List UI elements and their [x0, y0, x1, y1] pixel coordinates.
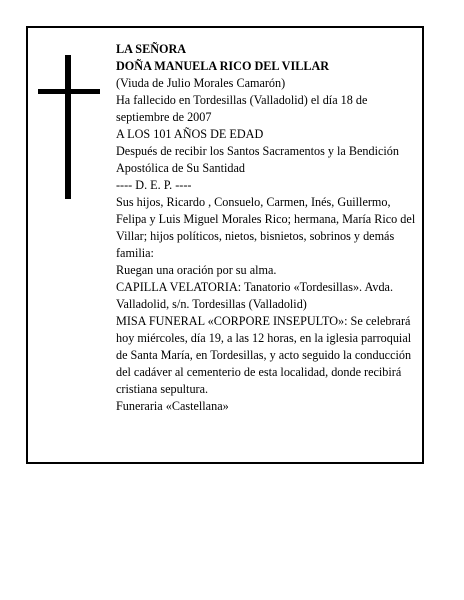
funeral-home-line: Funeraria «Castellana»	[116, 399, 229, 413]
cross-horizontal-bar	[38, 89, 100, 94]
deceased-name: DOÑA MANUELA RICO DEL VILLAR	[116, 59, 330, 73]
rip-line: ---- D. E. P. ----	[116, 178, 192, 192]
funeral-mass-line: MISA FUNERAL «CORPORE INSEPULTO»: Se celebrará hoy miércoles, día 19, a las 12 horas, en la iglesia parroquial de Santa María, en Tordesillas, y acto seguido la conducción del cadáver al cementerio de esta localidad, donde recibirá cristiana sepultura.	[116, 314, 412, 396]
latin-cross-icon	[38, 55, 100, 199]
obituary-notice	[26, 26, 424, 464]
sacraments-line: Después de recibir los Santos Sacramentos y la Bendición Apostólica de Su Santidad	[116, 144, 399, 175]
cross-vertical-bar	[65, 55, 71, 199]
family-line: Sus hijos, Ricardo , Consuelo, Carmen, Inés, Guillermo, Felipa y Luis Miguel Morales Rico; hermana, María Rico del Villar; hijos políticos, nietos, bisnietos, sobrinos y demás familia:	[116, 195, 416, 260]
prayer-line: Ruegan una oración por su alma.	[116, 263, 277, 277]
title-line: LA SEÑORA	[116, 42, 187, 56]
chapel-line: CAPILLA VELATORIA: Tanatorio «Tordesillas». Avda. Valladolid, s/n. Tordesillas (Valladolid)	[116, 280, 393, 311]
widow-line: (Viuda de Julio Morales Camarón)	[116, 76, 286, 90]
death-announcement: Ha fallecido en Tordesillas (Valladolid) el día 18 de septiembre de 2007	[116, 93, 368, 124]
obituary-text	[116, 41, 422, 415]
age-line: A LOS 101 AÑOS DE EDAD	[116, 127, 264, 141]
